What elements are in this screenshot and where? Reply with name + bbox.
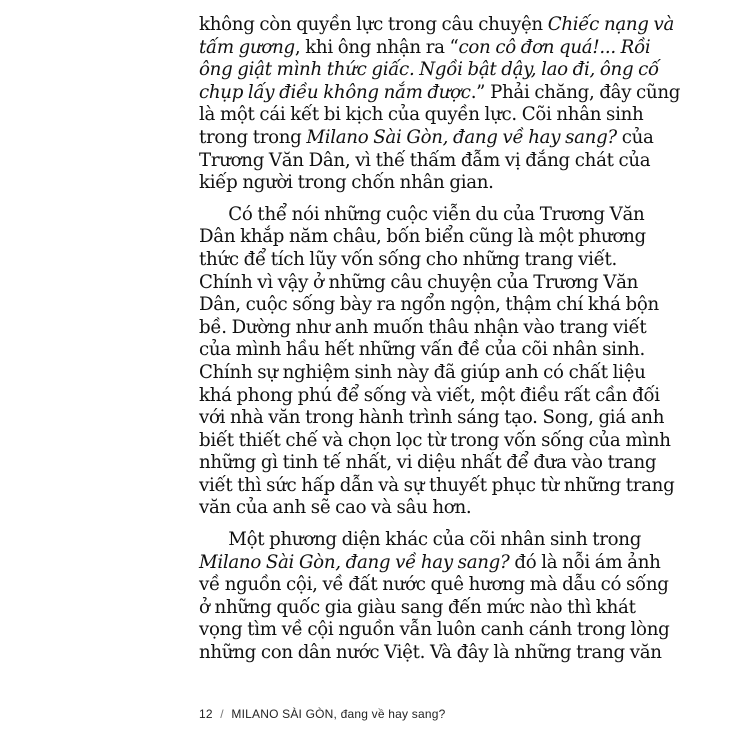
book-subtitle: đang về hay sang? bbox=[340, 707, 446, 721]
page-number: 12 bbox=[199, 707, 213, 721]
text-line: với nhà văn trong hành trình sáng tạo. Song, giá anh bbox=[199, 407, 665, 429]
text-line: Có thể nói những cuộc viễn du của Trương Văn bbox=[199, 203, 645, 225]
text-line: bề. Dường như anh muốn thâu nhận vào trang viết bbox=[199, 316, 647, 338]
text-line: tấm gương, khi ông nhận ra “con cô đơn quá!... Rồi bbox=[199, 36, 651, 58]
text-line: vọng tìm về cội nguồn vẫn luôn canh cánh trong lòng bbox=[199, 619, 670, 641]
text-line: ông giật mình thức giấc. Ngồi bật dậy, lao đi, ông cố bbox=[199, 59, 659, 81]
text-line: trong trong Milano Sài Gòn, đang về hay sang? của bbox=[199, 126, 654, 148]
text-line: khá phong phú để sống và viết, một điều rất cần đối bbox=[199, 384, 660, 406]
body-text bbox=[199, 14, 681, 665]
text-line: Dân, cuộc sống bày ra ngổn ngộn, thậm chí khá bộn bbox=[199, 294, 659, 316]
text-line: Dân khắp năm châu, bốn biển cũng là một phương bbox=[199, 226, 646, 248]
footer-separator: / bbox=[220, 707, 224, 721]
text-line: chụp lấy điều không nắm được.” Phải chăng, đây cũng bbox=[199, 81, 681, 103]
text-line: thức để tích lũy vốn sống cho những trang viết. bbox=[199, 248, 617, 270]
page-footer bbox=[199, 707, 445, 721]
text-line: biết thiết chế và chọn lọc từ trong vốn sống của mình bbox=[199, 429, 671, 451]
text-line: Milano Sài Gòn, đang về hay sang? đó là nỗi ám ảnh bbox=[199, 551, 661, 573]
text-line: những gì tinh tế nhất, vi diệu nhất để đưa vào trang bbox=[199, 452, 657, 474]
text-line: viết thì sức hấp dẫn và sự thuyết phục từ những trang bbox=[199, 474, 675, 496]
text-line: văn của anh sẽ cao và sâu hơn. bbox=[199, 497, 472, 519]
text-line: Trương Văn Dân, vì thế thấm đẫm vị đắng chát của bbox=[199, 149, 651, 171]
text-line: Chính sự nghiệm sinh này đã giúp anh có chất liệu bbox=[199, 361, 646, 383]
text-line: Chính vì vậy ở những câu chuyện của Trương Văn bbox=[199, 271, 639, 293]
text-line: kiếp người trong chốn nhân gian. bbox=[199, 172, 494, 194]
text-line: Một phương diện khác của cõi nhân sinh trong bbox=[199, 529, 642, 551]
text-line: là một cái kết bi kịch của quyền lực. Cõi nhân sinh bbox=[199, 104, 644, 126]
book-title: MILANO SÀI GÒN, bbox=[231, 707, 338, 721]
text-line: của mình hầu hết những vấn đề của cõi nhân sinh. bbox=[199, 339, 645, 361]
text-line: không còn quyền lực trong câu chuyện Chiếc nạng và bbox=[199, 14, 675, 35]
text-line: về nguồn cội, về đất nước quê hương mà dẫu có sống bbox=[199, 574, 669, 596]
text-line: ở những quốc gia giàu sang đến mức nào thì khát bbox=[199, 596, 636, 618]
text-line: những con dân nước Việt. Và đây là những trang văn bbox=[199, 642, 662, 664]
